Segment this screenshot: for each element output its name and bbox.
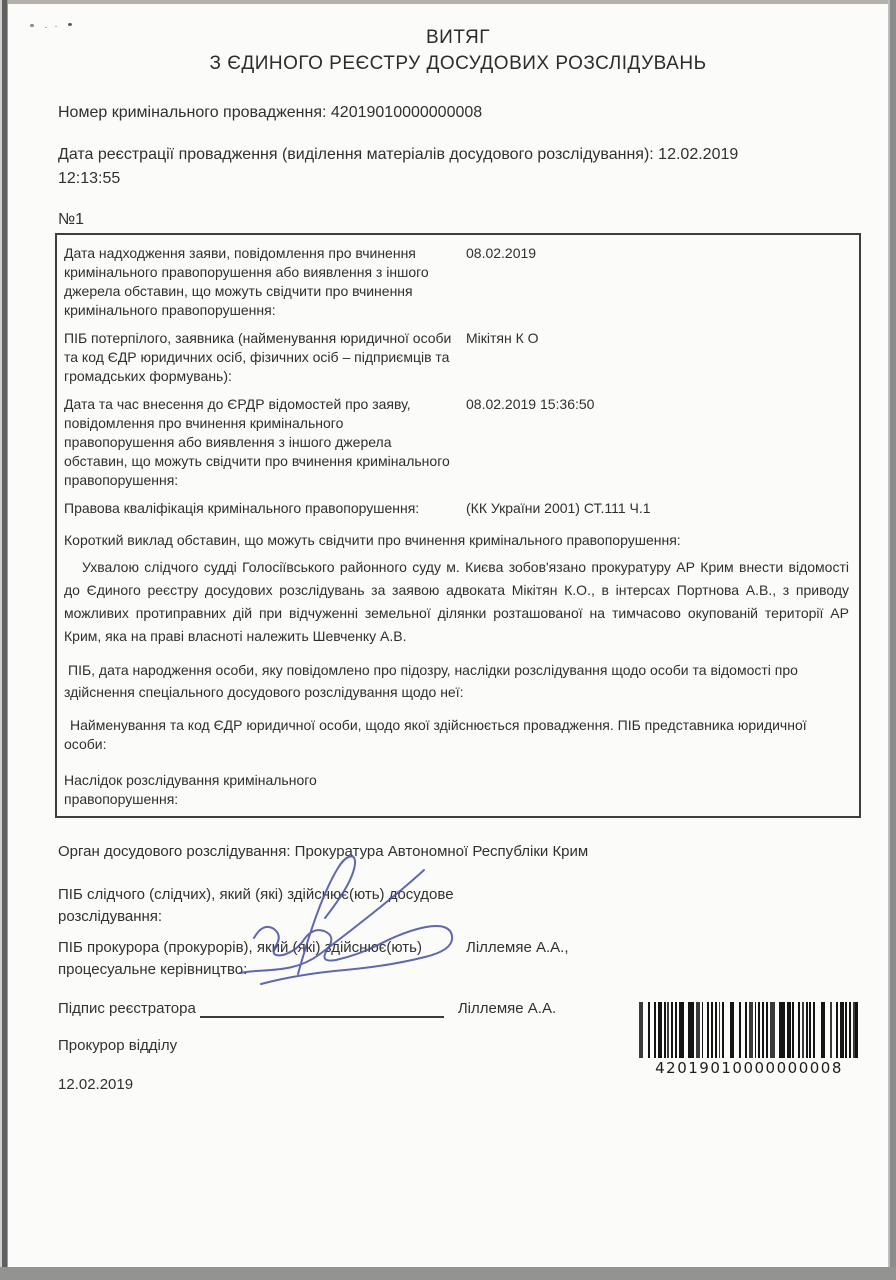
prosecutor-row	[58, 937, 858, 981]
row-value-legal-qualification: (КК України 2001) СТ.111 Ч.1	[466, 500, 651, 516]
document-date: 12.02.2019	[58, 1076, 134, 1093]
scan-edge-left	[0, 0, 8, 1280]
table-row	[64, 329, 851, 386]
row-value-claimant-name: Мікітян К О	[466, 330, 539, 346]
row-value-erdr-entry-datetime: 08.02.2019 15:36:50	[466, 396, 595, 412]
barcode-bars	[639, 1002, 859, 1058]
table-row	[64, 499, 851, 518]
barcode	[639, 1002, 859, 1077]
row-label-erdr-entry-datetime: Дата та час внесення до ЄРДР відомостей про заяву, повідомлення про вчинення кримінального правопорушення або виявлення з іншого джерела обставин, що можуть свідчити про вчинення кримінального правопорушення:	[64, 396, 450, 488]
signature-line	[200, 1000, 444, 1018]
scan-edge-right	[888, 0, 896, 1280]
registration-date-line: Дата реєстрації провадження (виділення матеріалів досудового розслідування): 12.02.2019 12:13:55	[58, 146, 739, 187]
row-value-statement-date: 08.02.2019	[466, 245, 537, 261]
record-number-label: №1	[58, 211, 85, 228]
document-title-line1: ВИТЯГ	[425, 27, 491, 48]
row-label-legal-qualification: Правова кваліфікація кримінального правопорушення:	[64, 500, 420, 516]
prosecutor-name: Ліллемяе А.А.,	[466, 939, 569, 956]
summary-heading: Короткий виклад обставин, що можуть свідчити про вчинення кримінального правопорушення:	[64, 532, 681, 548]
registrar-name: Ліллемяе А.А.	[457, 1000, 557, 1017]
row-label-claimant-name: ПІБ потерпілого, заявника (найменування юридичної особи та код ЄДР юридичних осіб, фізичних осіб – підприємців та громадських формувань):	[64, 330, 452, 384]
barcode-number: 42019010000000008	[655, 1059, 843, 1077]
position-line: Прокурор відділу	[58, 1037, 178, 1054]
suspect-heading: ПІБ, дата народження особи, яку повідомлено про підозру, наслідки розслідування щодо особи та відомості про здійснення спеціального досудового розслідування щодо неї:	[64, 662, 798, 700]
row-label-statement-date: Дата надходження заяви, повідомлення про вчинення кримінального правопорушення або виявлення з іншого джерела обставин, що можуть свідчити про вчинення кримінального правопорушення:	[64, 245, 429, 318]
table-row	[64, 395, 851, 490]
registrar-signature-label: Підпис реєстратора	[58, 1000, 196, 1017]
summary-text: Ухвалою слідчого судді Голосіївського районного суду м. Києва зобов'язано прокуратуру АР Крим внести відомості до Єдиного реєстру досудових розслідувань за заявою адвоката Мікітян К.О., в інтерсах Портнова А.В., з приводу можливих протиправних дій при відчуженні земельної ділянки розташованої на тимчасово окупованій території АР Крим, яка на праві власноті належить Шевченку А.В.	[64, 559, 849, 644]
outcome-heading: Наслідок розслідування кримінального правопорушення:	[64, 772, 317, 807]
scan-edge-bottom	[0, 1267, 896, 1280]
authority-line: Орган досудового розслідування: Прокуратура Автономної Республіки Крим	[58, 843, 589, 860]
document-title-line2: З ЄДИНОГО РЕЄСТРУ ДОСУДОВИХ РОЗСЛІДУВАНЬ	[209, 53, 707, 74]
case-number-line: Номер кримінального провадження: 42019010000000008	[58, 104, 483, 121]
prosecutor-label: ПІБ прокурора (прокурорів), який (які) здійснює(ють) процесуальне керівництво:	[58, 939, 422, 978]
case-details-table	[55, 233, 861, 818]
legal-entity-heading: Найменування та код ЄДР юридичної особи, щодо якої здійснюється провадження. ПІБ представника юридичної особи:	[64, 717, 807, 752]
investigator-label: ПІБ слідчого (слідчих), який (які) здійснює(ють) досудове розслідування:	[58, 886, 454, 925]
scan-edge-top	[0, 0, 896, 4]
table-row	[64, 244, 851, 320]
